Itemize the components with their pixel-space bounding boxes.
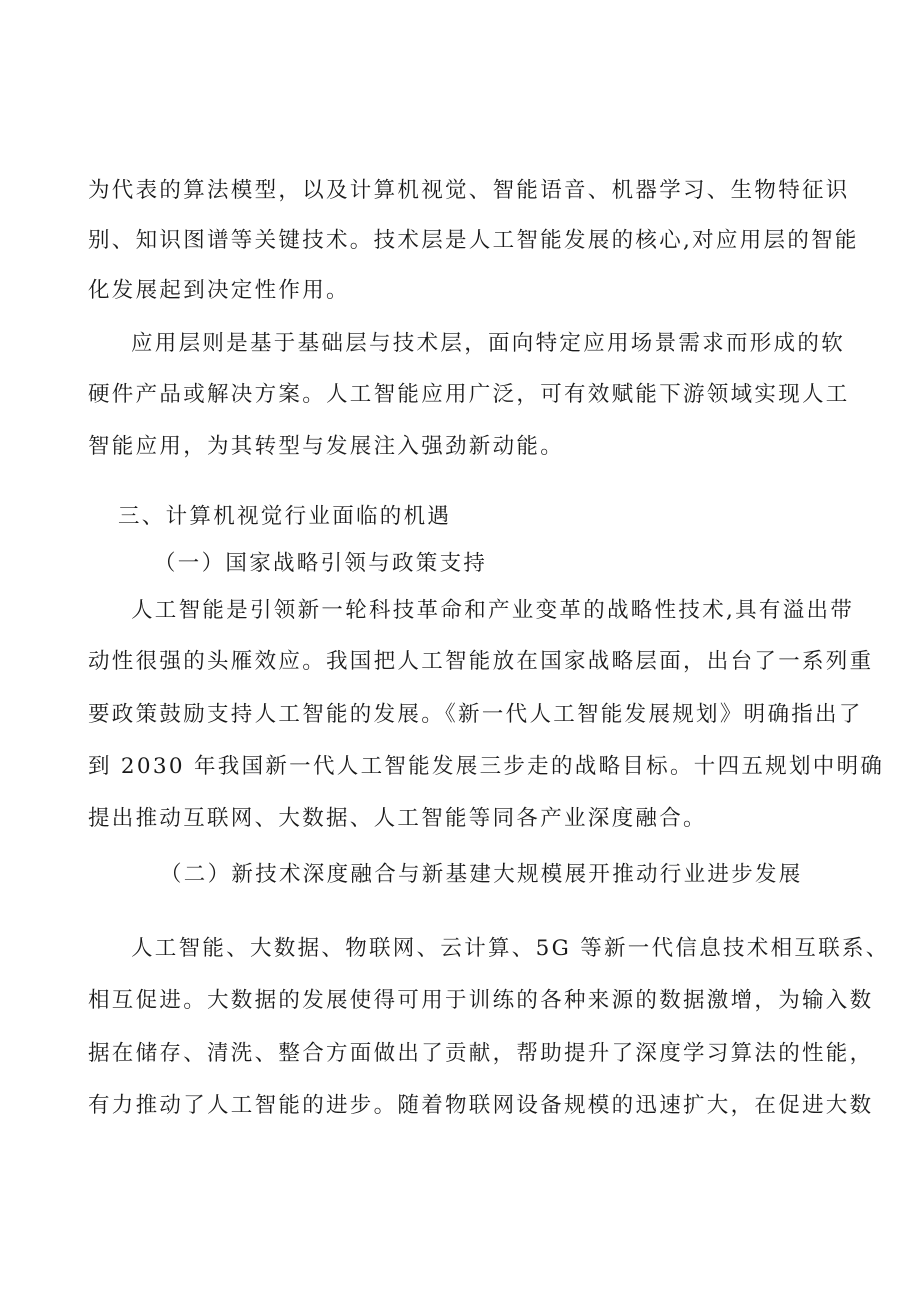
text-line: 动性很强的头雁效应。我国把人工智能放在国家战略层面，出台了一系列重 bbox=[88, 649, 874, 674]
text-line: 为代表的算法模型，以及计算机视觉、智能语音、机器学习、生物特征识 bbox=[88, 178, 850, 203]
subsection-heading: （一）国家战略引领与政策支持 bbox=[154, 551, 488, 576]
text-line: 人工智能、大数据、物联网、云计算、5G 等新一代信息技术相互联系、 bbox=[131, 936, 890, 961]
text-line: 到 2030 年我国新一代人工智能发展三步走的战略目标。十四五规划中明确 bbox=[88, 754, 885, 779]
text-line: 硬件产品或解决方案。人工智能应用广泛，可有效赋能下游领域实现人工 bbox=[88, 382, 850, 407]
text-line: 人工智能是引领新一轮科技革命和产业变革的战略性技术,具有溢出带 bbox=[131, 598, 855, 623]
text-line: 据在储存、清洗、整合方面做出了贡献，帮助提升了深度学习算法的性能， bbox=[88, 1041, 874, 1066]
text-line: 应用层则是基于基础层与技术层，面向特定应用场景需求而形成的软 bbox=[131, 331, 846, 356]
section-heading: 三、计算机视觉行业面临的机遇 bbox=[118, 504, 452, 529]
subsection-heading: （二）新技术深度融合与新基建大规模展开推动行业进步发展 bbox=[160, 862, 803, 887]
text-line: 化发展起到决定性作用。 bbox=[88, 278, 350, 303]
text-line: 别、知识图谱等关键技术。技术层是人工智能发展的核心,对应用层的智能 bbox=[88, 228, 859, 253]
text-line: 提出推动互联网、大数据、人工智能等同各产业深度融合。 bbox=[88, 806, 707, 831]
text-line: 要政策鼓励支持人工智能的发展。《新一代人工智能发展规划》明确指出了 bbox=[88, 702, 863, 727]
text-line: 智能应用，为其转型与发展注入强劲新动能。 bbox=[88, 434, 565, 459]
text-line: 相互促进。大数据的发展使得可用于训练的各种来源的数据激增，为输入数 bbox=[88, 988, 874, 1013]
text-line: 有力推动了人工智能的进步。随着物联网设备规模的迅速扩大，在促进大数 bbox=[88, 1093, 874, 1118]
